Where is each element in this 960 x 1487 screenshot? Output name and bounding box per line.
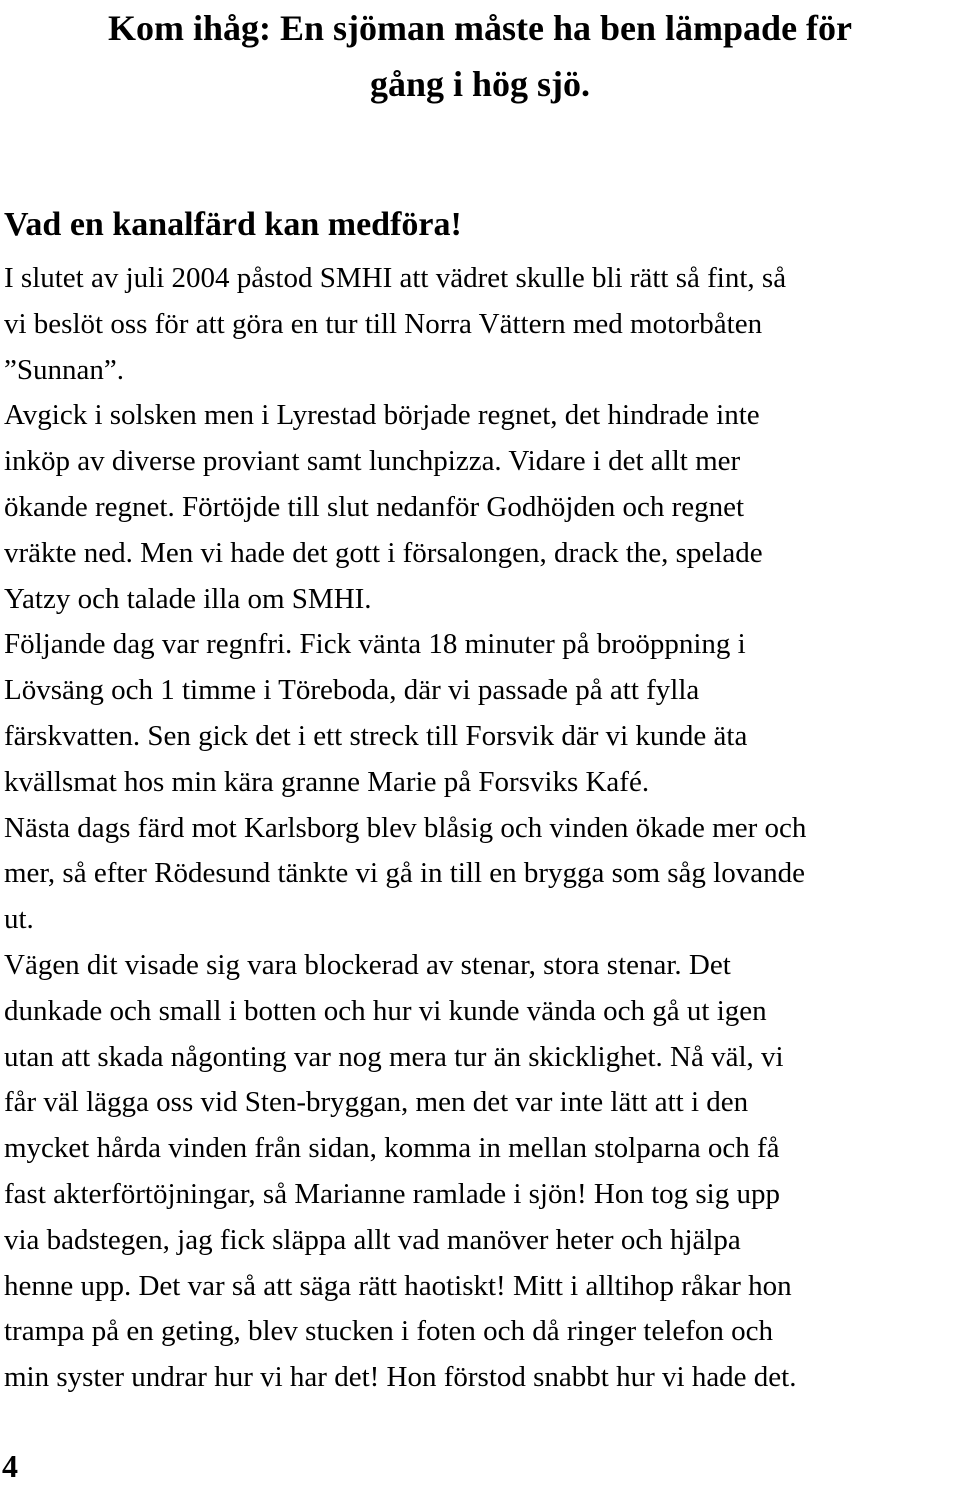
body-line: I slutet av juli 2004 påstod SMHI att vädret skulle bli rätt så fint, så xyxy=(4,262,787,294)
body-line: Lövsäng och 1 timme i Töreboda, där vi passade på att fylla xyxy=(4,674,700,707)
body-line: inköp av diverse proviant samt lunchpizza. Vidare i det allt mer xyxy=(4,445,741,478)
body-line: fast akterförtöjningar, så Marianne ramlade i sjön! Hon tog sig upp xyxy=(4,1177,780,1210)
body-line: vräkte ned. Men vi hade det gott i försalongen, drack the, spelade xyxy=(4,536,763,569)
body-line: utan att skada någonting var nog mera tur än skicklighet. Nå väl, vi xyxy=(4,1040,784,1073)
body-line: Nästa dags färd mot Karlsborg blev blåsig och vinden ökade mer och xyxy=(4,811,807,844)
body-line: vi beslöt oss för att göra en tur till Norra Vättern med motorbåten xyxy=(4,307,763,340)
body-line: trampa på en geting, blev stucken i foten och då ringer telefon och xyxy=(4,1315,774,1348)
title-line: Kom ihåg: En sjöman måste ha ben lämpade för xyxy=(107,8,853,48)
body-line: kvällsmat hos min kära granne Marie på Forsviks Kafé. xyxy=(4,765,650,798)
body-line: via badstegen, jag fick släppa allt vad manöver heter och hjälpa xyxy=(4,1223,741,1256)
title-line: gång i hög sjö. xyxy=(369,64,591,104)
body-line: Följande dag var regnfri. Fick vänta 18 minuter på broöppning i xyxy=(4,628,746,661)
body-line: Vägen dit visade sig vara blockerad av stenar, stora stenar. Det xyxy=(4,948,731,981)
body-line: ”Sunnan”. xyxy=(4,353,124,386)
body-line: färskvatten. Sen gick det i ett streck till Forsvik där vi kunde äta xyxy=(4,719,748,752)
page-number: 4 xyxy=(2,1448,18,1484)
section-heading: Vad en kanalfärd kan medföra! xyxy=(4,206,462,243)
body-line: mer, så efter Rödesund tänkte vi gå in till en brygga som såg lovande xyxy=(4,857,805,890)
body-line: ut. xyxy=(4,903,34,936)
body-line: Avgick i solsken men i Lyrestad började regnet, det hindrade inte xyxy=(4,399,760,432)
body-line: får väl lägga oss vid Sten-bryggan, men det var inte lätt att i den xyxy=(4,1086,749,1119)
body-line: min syster undrar hur vi har det! Hon förstod snabbt hur vi hade det. xyxy=(4,1361,797,1394)
body-line: Yatzy och talade illa om SMHI. xyxy=(4,582,372,615)
body-line: henne upp. Det var så att säga rätt haotiskt! Mitt i alltihop råkar hon xyxy=(4,1269,792,1302)
body-text xyxy=(4,256,960,1401)
body-line: dunkade och small i botten och hur vi kunde vända och gå ut igen xyxy=(4,994,767,1027)
page-title xyxy=(0,0,960,112)
body-line: mycket hårda vinden från sidan, komma in mellan stolparna och få xyxy=(4,1132,780,1165)
body-line: ökande regnet. Förtöjde till slut nedanför Godhöjden och regnet xyxy=(4,490,745,523)
